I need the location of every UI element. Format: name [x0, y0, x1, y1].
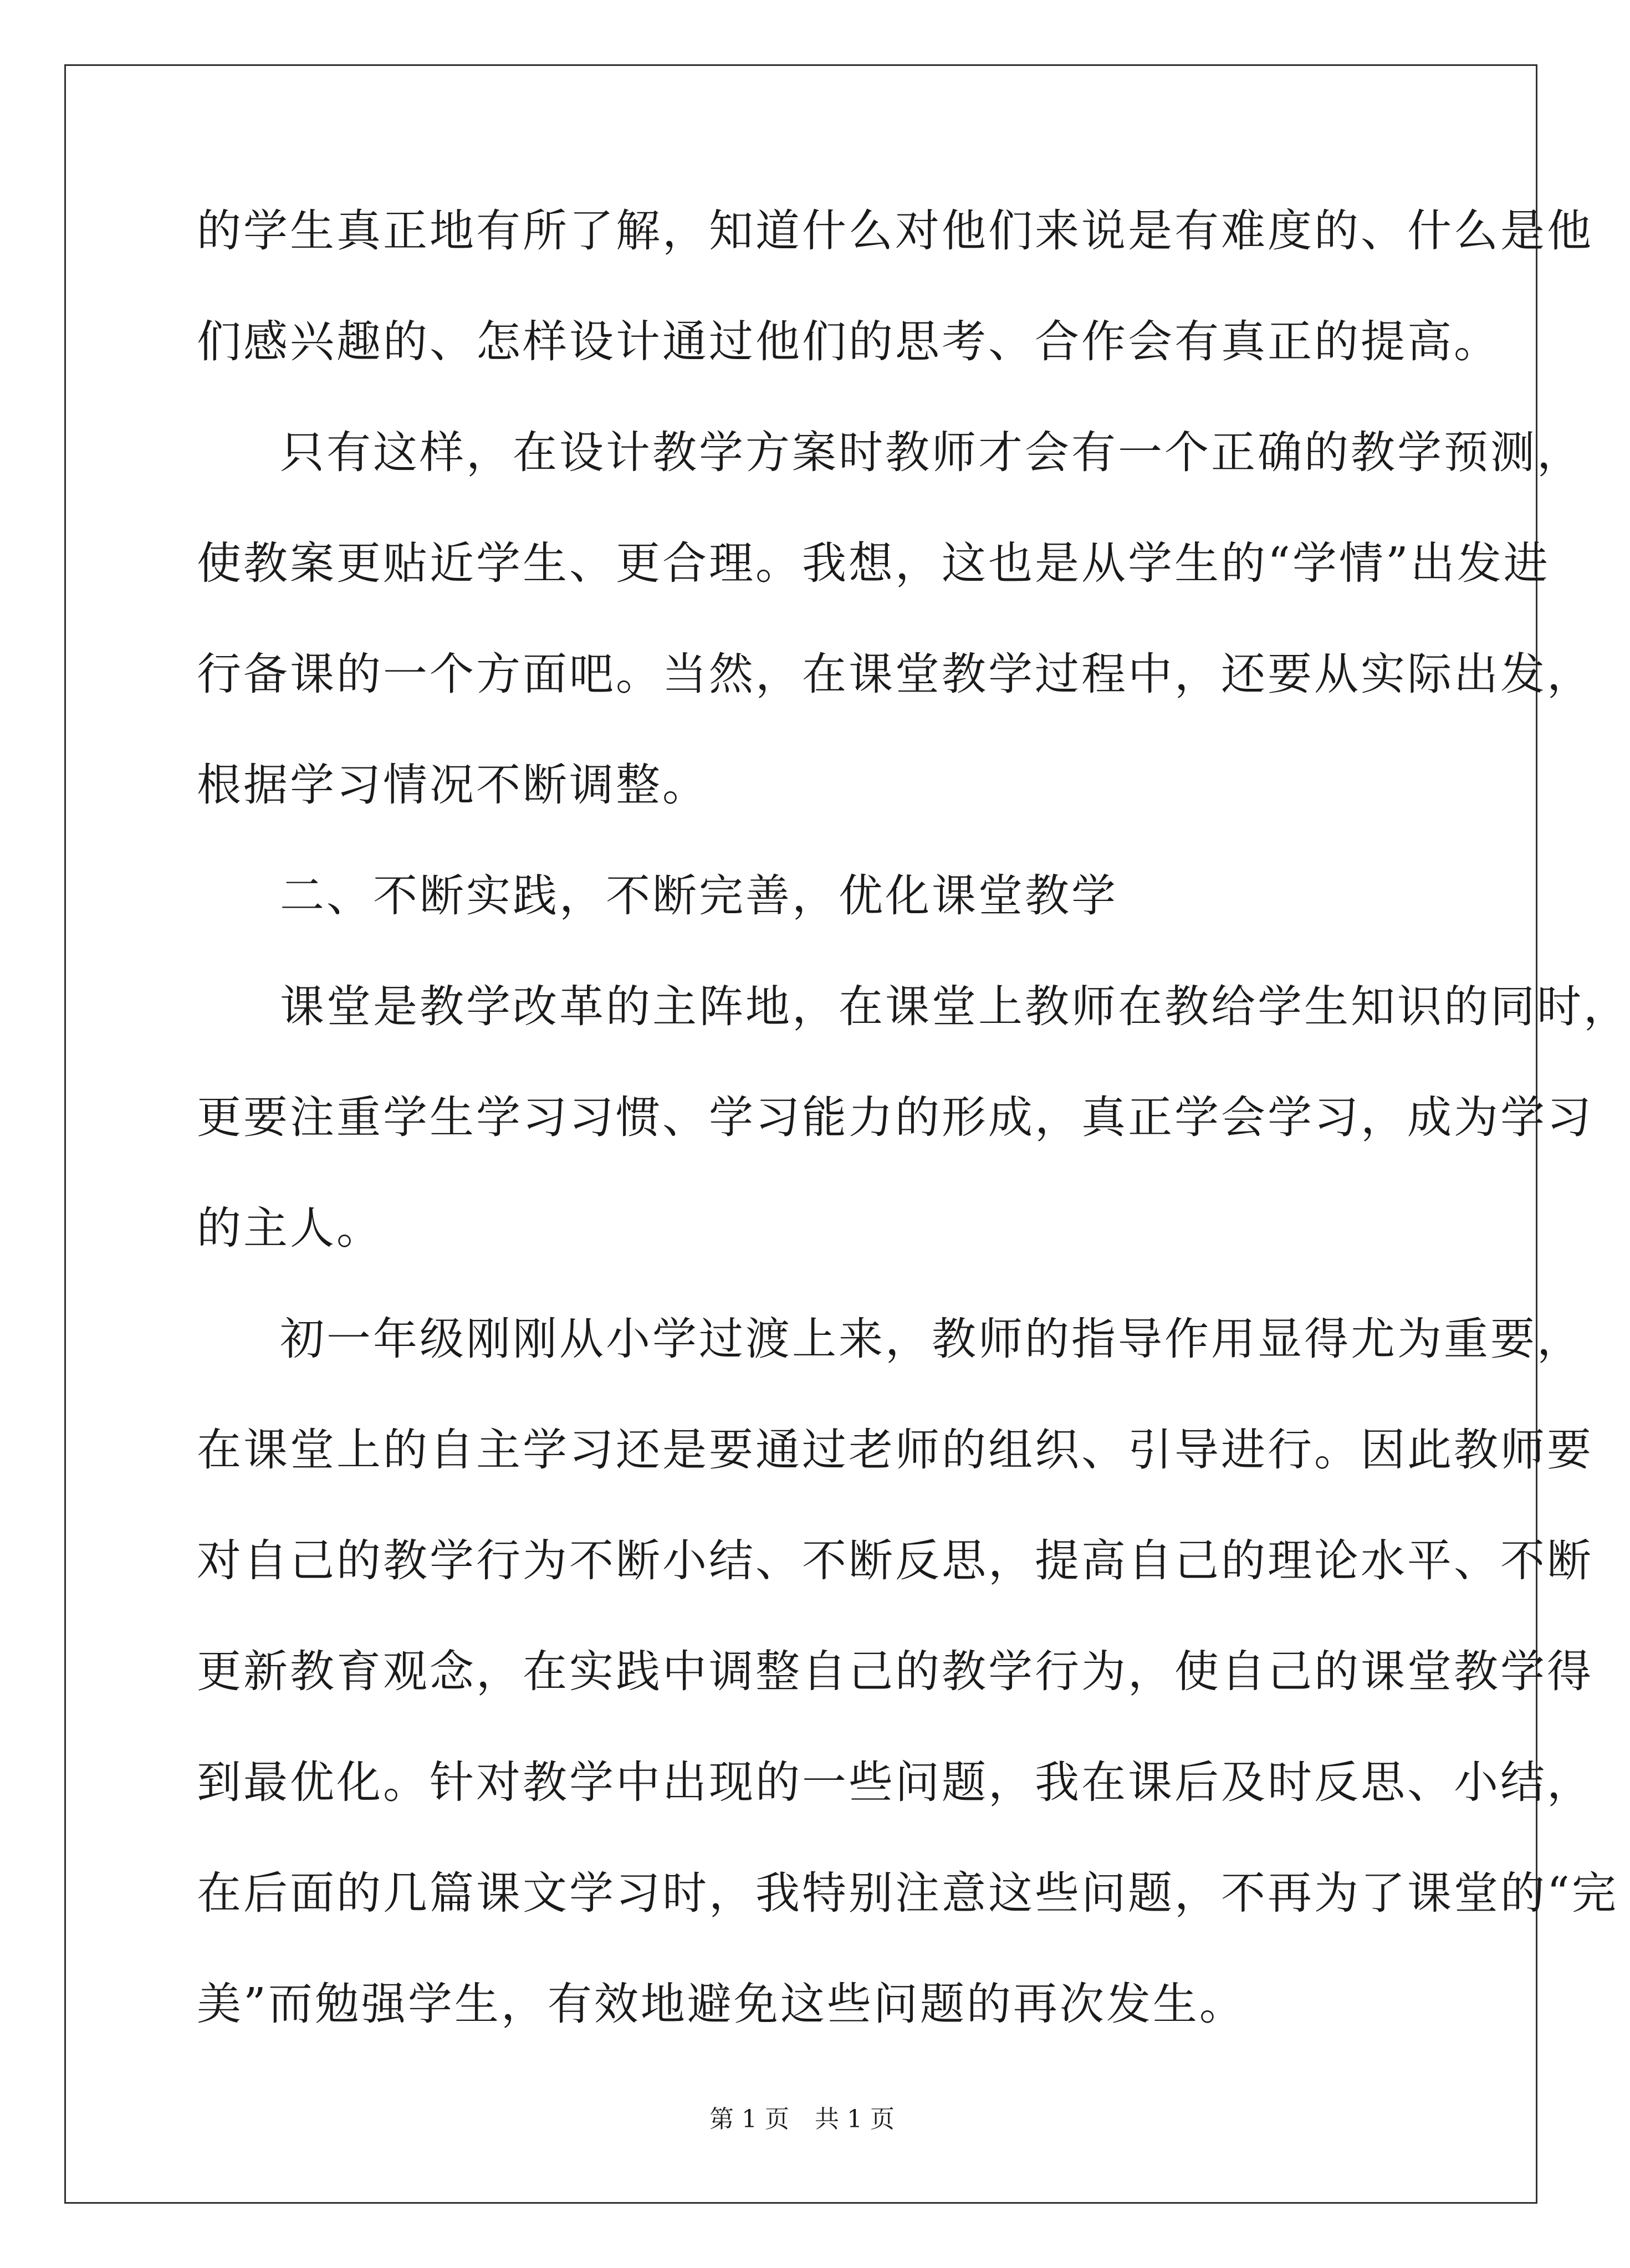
page-footer — [0, 2103, 1604, 2136]
text-line: 只有这样，在设计教学方案时教师才会有一个正确的教学预测， — [280, 427, 1583, 478]
text-line: 行备课的一个方面吧。当然，在课堂教学过程中，还要从实际出发， — [197, 648, 1593, 700]
text-line: 们感兴趣的、怎样设计通过他们的思考、合作会有真正的提高。 — [197, 316, 1500, 367]
text-line: 课堂是教学改革的主阵地，在课堂上教师在教给学生知识的同时， — [280, 981, 1630, 1032]
text-line: 美”而勉强学生，有效地避免这些问题的再次发生。 — [197, 1978, 1246, 2030]
text-line: 到最优化。针对教学中出现的一些问题，我在课后及时反思、小结， — [197, 1757, 1593, 1808]
text-line: 初一年级刚刚从小学过渡上来，教师的指导作用显得尤为重要， — [280, 1313, 1583, 1365]
text-line: 使教案更贴近学生、更合理。我想，这也是从学生的“学情”出发进 — [197, 537, 1550, 589]
text-line: 在后面的几篇课文学习时，我特别注意这些问题，不再为了课堂的“完 — [197, 1867, 1618, 1919]
page-number: 第 1 页 — [709, 2105, 789, 2133]
text-line: 在课堂上的自主学习还是要通过老师的组织、引导进行。因此教师要 — [197, 1424, 1593, 1476]
document-body — [197, 199, 1630, 2036]
section-heading: 二、不断实践，不断完善，优化课堂教学 — [280, 870, 1118, 921]
text-line: 根据学习情况不断调整。 — [197, 759, 709, 811]
text-line: 的主人。 — [197, 1202, 383, 1254]
text-line: 更新教育观念，在实践中调整自己的教学行为，使自己的课堂教学得 — [197, 1646, 1593, 1697]
text-line: 对自己的教学行为不断小结、不断反思，提高自己的理论水平、不断 — [197, 1535, 1593, 1586]
text-line: 的学生真正地有所了解，知道什么对他们来说是有难度的、什么是他 — [197, 205, 1593, 257]
page-total: 共 1 页 — [815, 2105, 895, 2133]
text-line: 更要注重学生学习习惯、学习能力的形成，真正学会学习，成为学习 — [197, 1092, 1593, 1143]
